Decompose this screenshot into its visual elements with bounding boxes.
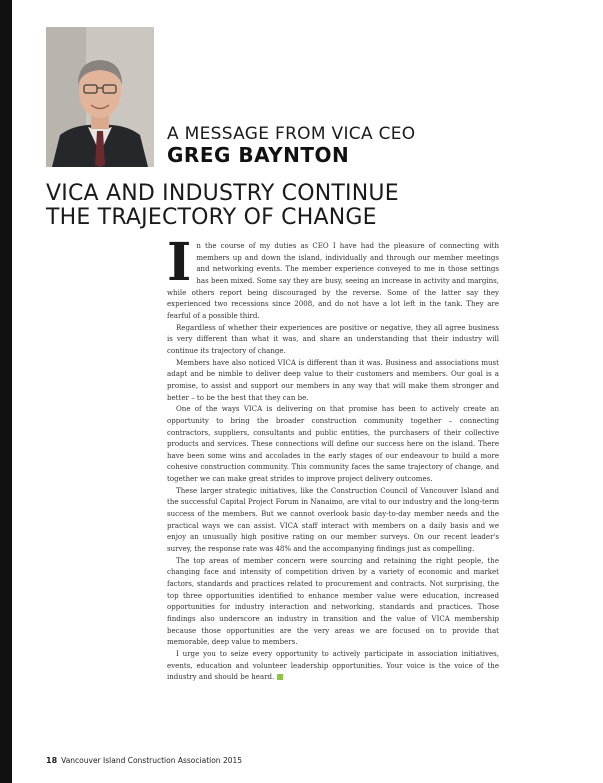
publication-name: Vancouver Island Construction Association 2015 [61,756,243,765]
ceo-portrait [46,27,154,167]
drop-cap: I [167,232,192,293]
article-paragraph: These larger strategic initiatives, like the Construction Council of Vancouver Island and the successful Capital Project Forum in Nanaimo, are vital to our industry and the long-term success of the members. But we cannot overlook basic day-to-day member needs and the practical ways we can assist. VICA staff interact with members on a daily basis and we enjoy an unusually high positive rating on our member surveys. On our recent leader's survey, the response rate was 48% and the accompanying findings just as compelling. [167,485,499,554]
article-paragraph [167,648,499,683]
headline-line-1: VICA AND INDUSTRY CONTINUE [46,181,399,206]
message-kicker: A MESSAGE FROM VICA CEO [167,124,416,144]
paragraph-text: n the course of my duties as CEO I have had the pleasure of connecting with members up and down the island, individually and through our member meetings and networking events. The member experience conveyed to me in those settings has been mixed. Some say they are busy, seeing an increase in activity and margins, while others report being discouraged by the reverse. Some of the latter say they experienced two recessions since 2008, and do not have a lot left in the tank. They are fearful of a possible third. [167,241,499,320]
ceo-name: GREG BAYNTON [167,143,350,167]
end-mark-icon [277,674,283,680]
portrait-illustration [46,27,154,167]
page-footer [46,756,242,765]
article-paragraph: Regardless of whether their experiences are positive or negative, they all agree business is very different than what it was, and share an understanding that their industry will continue its trajectory of change. [167,322,499,355]
article-paragraph: Members have also noticed VICA is different than it was. Business and associations must adapt and be nimble to deliver deep value to their customers and members. Our goal is a promise, to assist and support our members in any way that will make them stronger and better – to be the best that they can be. [167,357,499,402]
article-body [167,232,499,683]
headline-line-2: THE TRAJECTORY OF CHANGE [46,205,377,230]
article-paragraph: One of the ways VICA is delivering on that promise has been to actively create an opportunity to bring the broader construction community together – connecting contractors, suppliers, consultants and public entities, the purchasers of their collective products and services. These connections will define our success here on the island. There have been some wins and accolades in the early stages of our endeavour to build a more cohesive construction community. This community faces the same trajectory of change, and together we can make great strides to improve project delivery outcomes. [167,404,499,484]
page-spine [0,0,12,783]
article-paragraph: The top areas of member concern were sourcing and retaining the right people, the changing face and intensity of competition driven by a variety of economic and market factors, standards and practices related to procurement and contracts. Not surprising, the top three opportunities identified to enhance member value were education, increased opportunities for industry interaction and networking, standards and practices. Those findings also underscore an industry in transition and the value of VICA membership because those opportunities are the very areas we are focused on to provide that memorable, deep value to members. [167,555,499,647]
paragraph-text: I urge you to seize every opportunity to actively participate in association initiatives, events, education and volunteer leadership opportunities. Your voice is the voice of the industry and should be heard. [167,648,499,682]
article-headline [46,182,566,230]
page-number: 18 [46,756,58,765]
article-paragraph [167,232,499,322]
